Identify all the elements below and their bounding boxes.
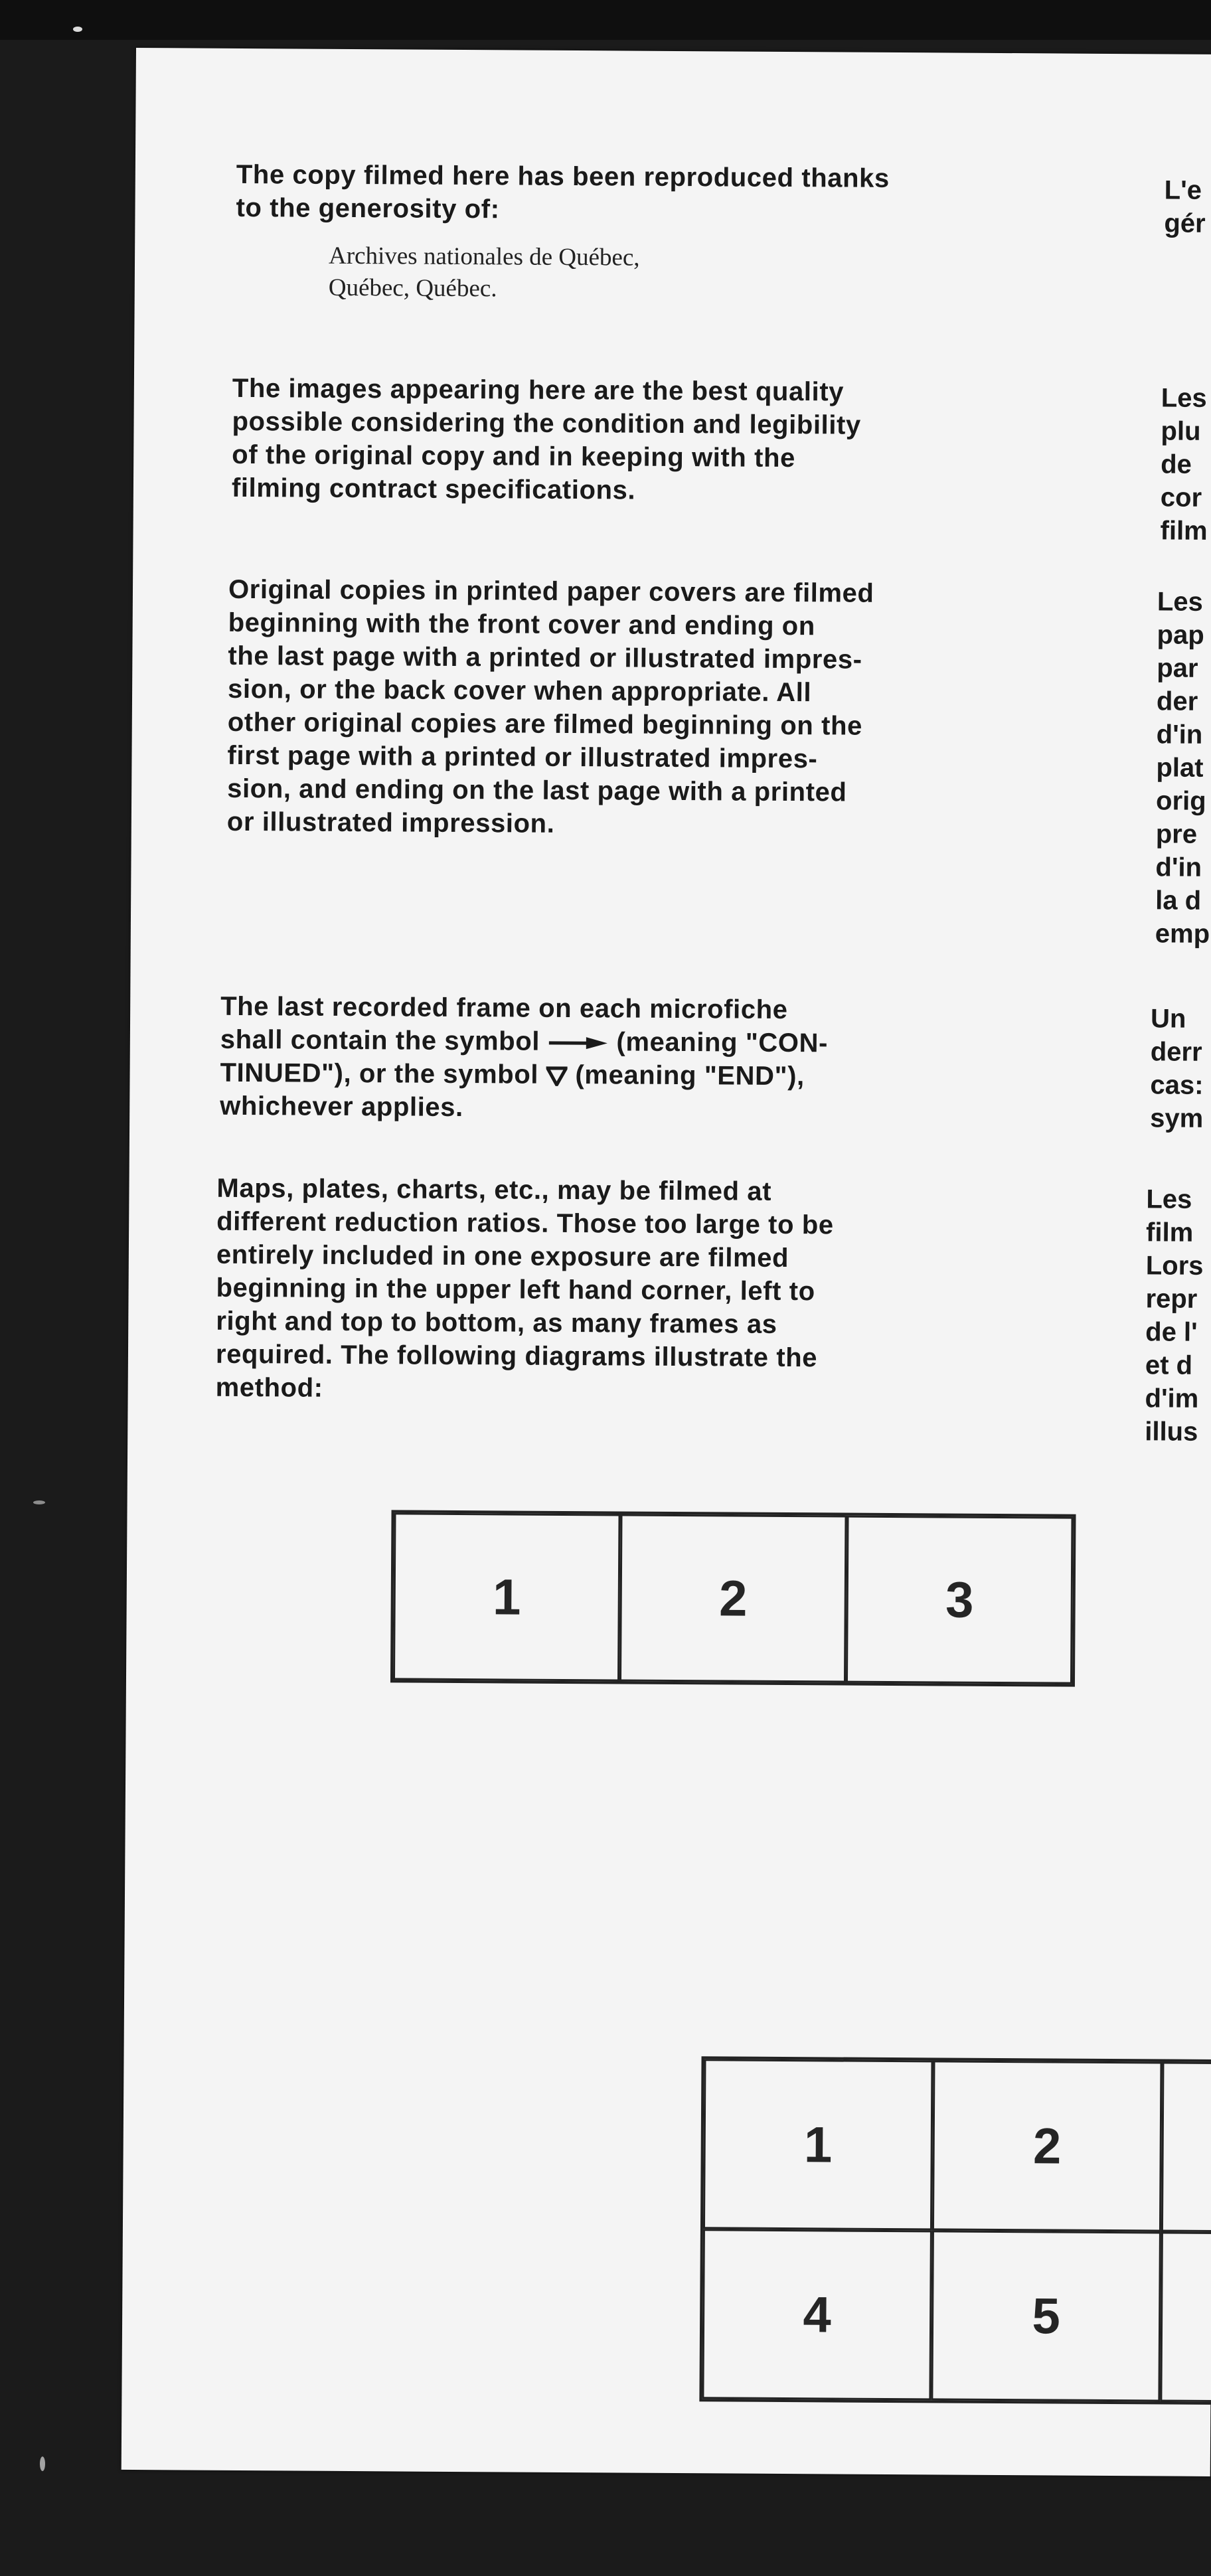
text-fragment: (meaning "CON- [616, 1027, 829, 1058]
text-line: of the original copy and in keeping with the [232, 440, 796, 473]
text-line: Maps, plates, charts, etc., may be filmed at [216, 1173, 772, 1206]
text-line: beginning in the upper left hand corner, left to [216, 1273, 815, 1307]
frame-cell [1160, 2231, 1211, 2403]
text-line: illus [1145, 1417, 1198, 1447]
french-text-block-4 [1150, 1002, 1204, 1135]
frame-cell: 1 [703, 2059, 933, 2230]
frame-cell: 2 [619, 1514, 847, 1682]
text-line: de l' [1145, 1317, 1198, 1347]
dust-speck [73, 27, 82, 32]
text-line: L'e [1164, 175, 1202, 205]
text-line: method: [215, 1372, 323, 1403]
frame-sequence-grid-diagram [699, 2056, 1211, 2405]
text-line: entirely included in one exposure are filmed [216, 1240, 789, 1273]
document-page [121, 48, 1211, 2476]
text-line: Québec, Québec. [328, 274, 497, 303]
text-line: Un [1150, 1004, 1186, 1034]
text-line: other original copies are filmed beginning on the [227, 707, 863, 741]
frame-cell: 5 [931, 2230, 1161, 2401]
text-line: emp [1155, 919, 1210, 949]
text-line: to the generosity of: [236, 193, 500, 224]
text-line: film [1160, 516, 1208, 546]
dust-speck [40, 2456, 45, 2471]
text-line: et d [1145, 1350, 1193, 1380]
frame-cell: 2 [932, 2060, 1163, 2231]
institution-name [329, 240, 640, 306]
text-line: pre [1155, 819, 1198, 849]
text-line [220, 1056, 827, 1093]
text-line: The images appearing here are the best quality [232, 373, 845, 407]
text-line: derr [1150, 1037, 1202, 1067]
text-line: The copy filmed here has been reproduced thanks [236, 159, 890, 193]
text-line: required. The following diagrams illustrate the [215, 1339, 818, 1373]
text-line: pap [1157, 620, 1204, 650]
frame-sequence-strip-diagram [390, 1510, 1076, 1686]
text-line: Les [1157, 587, 1204, 617]
text-line: sion, and ending on the last page with a printed [227, 773, 847, 807]
text-line: Lors [1145, 1251, 1204, 1281]
text-line: cas: [1150, 1070, 1204, 1100]
text-line: the last page with a printed or illustrated impres- [228, 641, 862, 675]
french-text-block-3 [1155, 585, 1211, 950]
text-fragment: (meaning "END"), [575, 1060, 805, 1091]
text-line: film [1145, 1218, 1194, 1248]
text-line: la d [1155, 886, 1202, 916]
frame-cell: 3 [846, 1516, 1074, 1684]
continued-arrow-icon [548, 1036, 609, 1051]
text-line: der [1156, 686, 1198, 716]
acknowledgement-paragraph [236, 158, 890, 228]
text-line: cor [1160, 483, 1202, 513]
text-line: right and top to bottom, as many frames as [216, 1306, 777, 1339]
text-line: whichever applies. [220, 1091, 463, 1123]
end-triangle-icon [546, 1066, 568, 1086]
french-text-block-1 [1164, 173, 1206, 240]
text-line: d'im [1145, 1384, 1199, 1413]
text-line: Original copies in printed paper covers are filmed [228, 574, 874, 608]
french-text-block-2 [1160, 381, 1208, 547]
text-line: first page with a printed or illustrated impres- [227, 740, 818, 774]
original-copies-paragraph [227, 573, 874, 843]
text-line: de [1161, 449, 1192, 479]
image-quality-paragraph [232, 372, 861, 509]
text-line: gér [1164, 208, 1206, 238]
microfiche-symbol-paragraph [220, 990, 828, 1127]
text-line: sion, or the back cover when appropriate. All [227, 674, 812, 708]
text-line: orig [1155, 786, 1206, 816]
scan-border-top [0, 0, 1211, 40]
french-text-block-5 [1145, 1182, 1204, 1449]
text-line: d'in [1156, 720, 1203, 750]
text-line [220, 1023, 828, 1060]
text-line: par [1157, 653, 1198, 683]
text-fragment: shall contain the symbol [220, 1024, 540, 1056]
text-line: different reduction ratios. Those too large to be [216, 1206, 834, 1240]
dust-speck [33, 1500, 45, 1504]
text-line: filming contract specifications. [231, 473, 636, 505]
text-line: repr [1145, 1284, 1198, 1314]
text-line: plu [1161, 416, 1201, 446]
maps-plates-paragraph [216, 1172, 835, 1408]
text-line: Archives nationales de Québec, [328, 242, 640, 272]
text-line: Les [1146, 1184, 1192, 1214]
frame-cell: 4 [702, 2229, 932, 2400]
frame-cell: 1 [393, 1512, 621, 1681]
text-line: d'in [1155, 852, 1202, 882]
text-line: possible considering the condition and legibility [232, 406, 861, 440]
text-line: sym [1150, 1103, 1204, 1133]
text-line: or illustrated impression. [226, 807, 555, 839]
text-fragment: TINUED"), or the symbol [220, 1058, 539, 1089]
frame-cell [1161, 2061, 1211, 2233]
text-line: The last recorded frame on each microfiche [220, 991, 788, 1025]
text-line: plat [1156, 753, 1204, 783]
text-line: beginning with the front cover and ending on [228, 607, 815, 641]
text-line: Les [1161, 383, 1207, 413]
